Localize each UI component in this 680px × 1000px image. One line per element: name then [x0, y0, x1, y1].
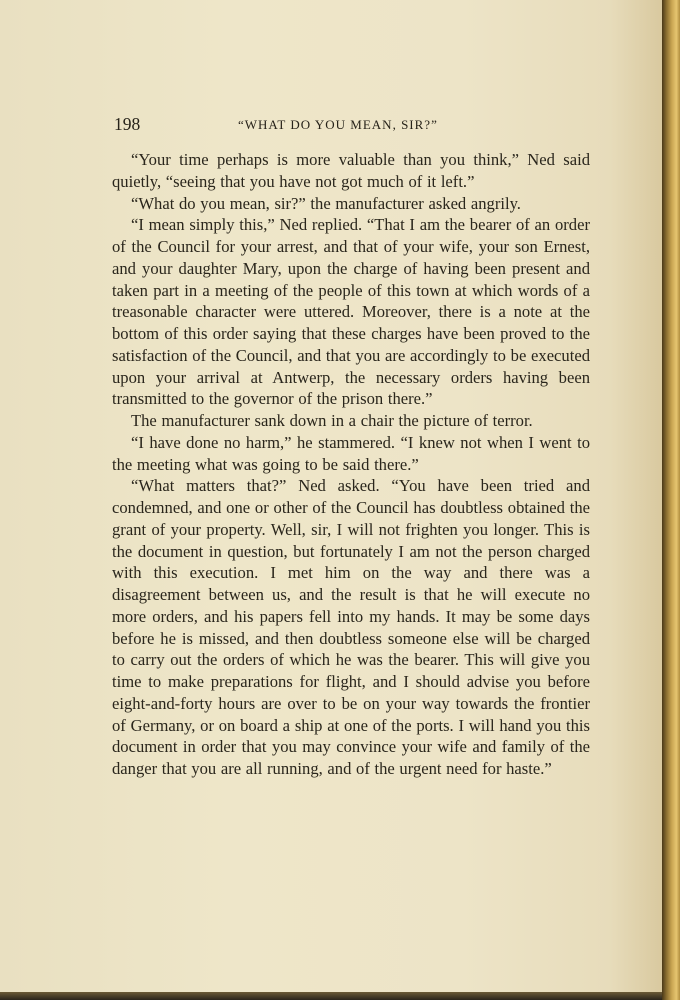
paragraph: “I mean simply this,” Ned replied. “That I am the bearer of an order of the Council for your arrest, and that of your wife, your son Ernest, and your daughter Mary, upon the charge of having been present and taken part in a meeting of the people of this town at which words of a treasonable character were uttered. Moreover, there is a note at the bottom of this order saying that these charges have been proved to the satisfaction of the Council, and that you are accordingly to be executed upon your arrival at Antwerp, the necessary orders having been transmitted to the governor of the prison there.” [112, 215, 590, 409]
page-number: 198 [114, 114, 141, 134]
bottom-shadow [0, 992, 662, 1000]
running-head [114, 113, 590, 137]
paragraph: “What matters that?” Ned asked. “You have been tried and condemned, and one or other of the Council has doubtless obtained the grant of your property. Well, sir, I will not frighten you longer. This is the document in question, but fortunately I am not the person charged with this execution. I met him on the way and there was a disagreement between us, and the result is that he will execute no more orders, and his papers fell into my hands. It may be some days before he is missed, and then doubtless someone else will be charged to carry out the orders of which he was the bearer. This will give you time to make preparations for flight, and I should advise you before eight-and-forty hours are over to be on your way towards the frontier of Germany, or on board a ship at one of the ports. I will hand you this document in order that you may convince your wife and family of the danger that you are all running, and of the urgent need for haste.” [112, 476, 590, 778]
body-text [112, 149, 590, 780]
paragraph: “What do you mean, sir?” the manufacturer asked angrily. [131, 193, 521, 213]
paragraph: “I have done no harm,” he stammered. “I knew not when I went to the meeting what was going to be said there.” [112, 432, 590, 474]
running-head-title: “WHAT DO YOU MEAN, SIR?” [238, 117, 438, 132]
page-edge [662, 0, 680, 1000]
paragraph: The manufacturer sank down in a chair the picture of terror. [131, 411, 533, 430]
paragraph: “Your time perhaps is more valuable than you think,” Ned said quietly, “seeing that you have not got much of it left.” [112, 150, 590, 191]
